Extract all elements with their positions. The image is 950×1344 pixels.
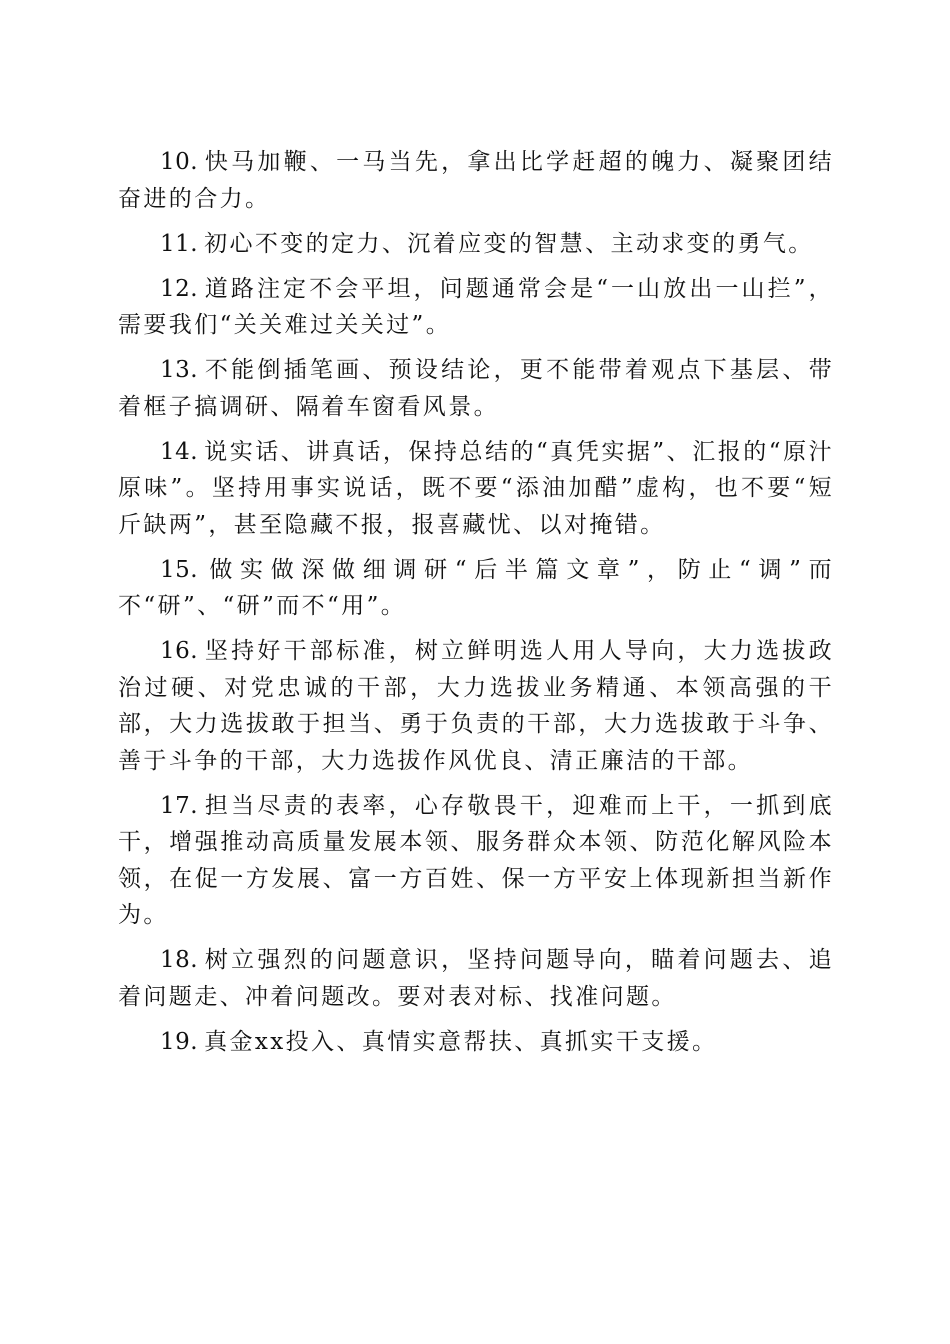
paragraph-13 [118, 352, 834, 425]
paragraph-12 [118, 271, 834, 344]
paragraph-10 [118, 144, 834, 217]
paragraph-15 [118, 552, 834, 625]
paragraph-number: 15. [160, 556, 199, 583]
paragraph-11 [118, 226, 834, 263]
paragraph-17 [118, 788, 834, 934]
paragraph-number: 11. [160, 230, 199, 257]
paragraph-number: 17. [160, 792, 199, 819]
paragraph-19 [118, 1024, 834, 1061]
paragraph-text: 说实话、讲真话，保持总结的“真凭实据”、汇报的“原汁原味”。坚持用事实说话，既不要“添油加醋”虚构，也不要“短斤缺两”，甚至隐藏不报，报喜藏忧、以对掩错。 [118, 438, 834, 538]
paragraph-number: 18. [160, 947, 199, 973]
paragraph-number: 12. [160, 275, 199, 302]
paragraph-text: 树立强烈的问题意识，坚持问题导向，瞄着问题去、追着问题走、冲着问题改。要对表对标、找准问题。 [118, 947, 834, 1010]
document-body [118, 144, 834, 1069]
paragraph-number: 13. [160, 357, 199, 383]
paragraph-text: 坚持好干部标准，树立鲜明选人用人导向，大力选拔政治过硬、对党忠诚的干部，大力选拔业务精通、本领高强的干部，大力选拔敢于担当、勇于负责的干部，大力选拔敢于斗争、善于斗争的干部，大力选拔作风优良、清正廉洁的干部。 [118, 638, 834, 774]
paragraph-text: 初心不变的定力、沉着应变的智慧、主动求变的勇气。 [204, 230, 814, 257]
paragraph-14 [118, 434, 834, 544]
paragraph-text: 做实做深做细调研“后半篇文章”，防止“调”而不“研”、“研”而不“用”。 [118, 556, 834, 619]
paragraph-text: 担当尽责的表率，心存敬畏干，迎难而上干，一抓到底干，增强推动高质量发展本领、服务群众本领、防范化解风险本领，在促一方发展、富一方百姓、保一方平安上体现新担当新作为。 [118, 792, 834, 928]
paragraph-16 [118, 633, 834, 779]
paragraph-18 [118, 942, 834, 1015]
paragraph-text: 道路注定不会平坦，问题通常会是“一山放出一山拦”，需要我们“关关难过关关过”。 [118, 275, 834, 338]
paragraph-number: 16. [160, 638, 199, 664]
paragraph-text: 真金xx投入、真情实意帮扶、真抓实干支援。 [204, 1028, 718, 1055]
paragraph-number: 10. [160, 149, 199, 175]
paragraph-text: 不能倒插笔画、预设结论，更不能带着观点下基层、带着框子搞调研、隔着车窗看风景。 [118, 357, 834, 420]
paragraph-text: 快马加鞭、一马当先，拿出比学赶超的魄力、凝聚团结奋进的合力。 [118, 149, 834, 212]
paragraph-number: 19. [160, 1028, 199, 1055]
paragraph-number: 14. [160, 438, 199, 465]
